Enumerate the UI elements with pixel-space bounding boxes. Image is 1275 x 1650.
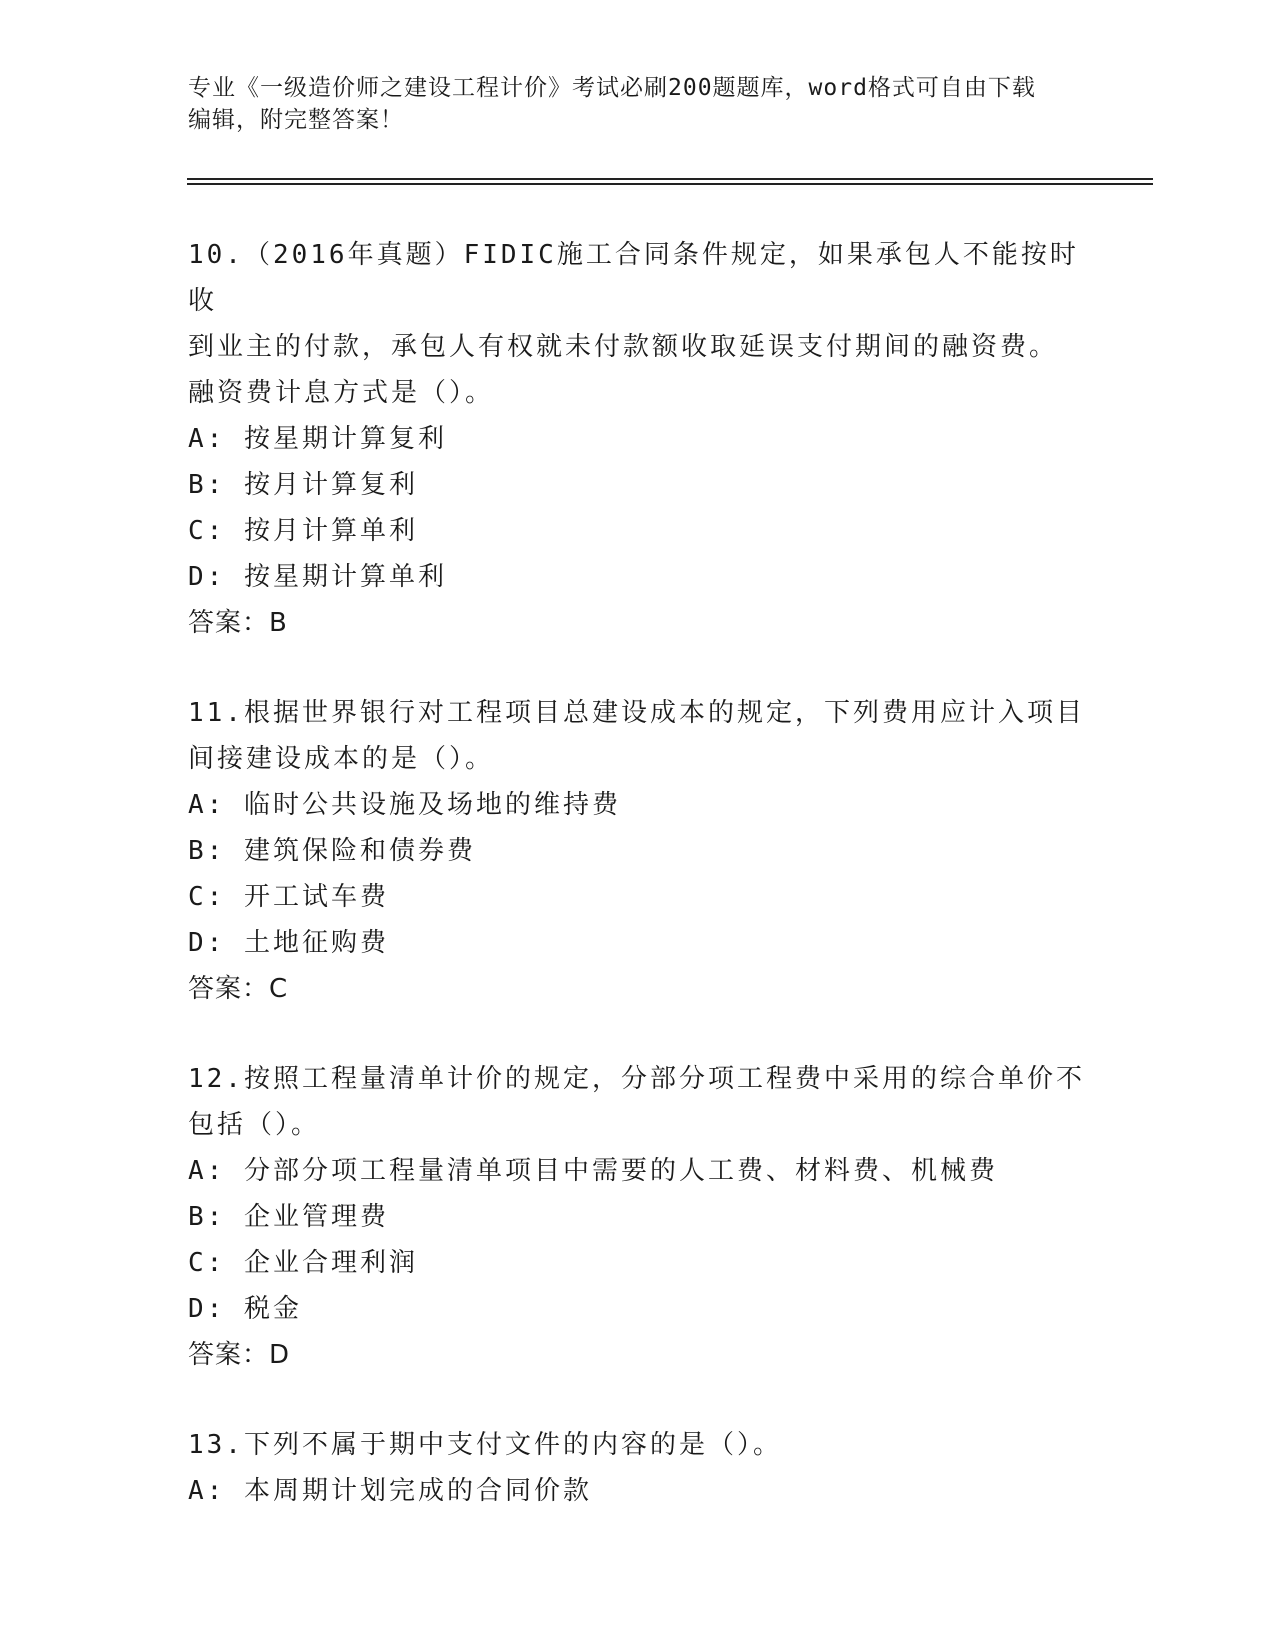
question-stem-line: 间接建设成本的是（）。: [188, 744, 495, 774]
question-stem-line: 包括（）。: [188, 1110, 321, 1140]
option-b: B: 建筑保险和债券费: [188, 836, 476, 866]
question-13: [188, 1422, 1088, 1514]
option-b: B: 企业管理费: [188, 1202, 389, 1232]
option-a: A: 临时公共设施及场地的维持费: [188, 790, 621, 820]
question-11: [188, 690, 1088, 1012]
answer: 答案：D: [188, 1340, 291, 1370]
option-c: C: 按月计算单利: [188, 516, 418, 546]
option-c: C: 开工试车费: [188, 882, 389, 912]
option-a: A: 按星期计算复利: [188, 424, 447, 454]
option-d: D: 税金: [188, 1294, 302, 1324]
option-b: B: 按月计算复利: [188, 470, 418, 500]
question-list: [188, 232, 1088, 1558]
header-divider-top: [187, 178, 1153, 180]
question-stem-line: 10.（2016年真题）FIDIC施工合同条件规定，如果承包人不能按时收: [188, 240, 1079, 316]
option-c: C: 企业合理利润: [188, 1248, 418, 1278]
header-line-1: 专业《一级造价师之建设工程计价》考试必刷200题题库，word格式可自由下载: [188, 75, 1036, 101]
option-d: D: 土地征购费: [188, 928, 389, 958]
answer: 答案：C: [188, 974, 289, 1004]
question-stem-line: 融资费计息方式是（）。: [188, 378, 495, 408]
option-a: A: 本周期计划完成的合同价款: [188, 1476, 592, 1506]
question-10: [188, 232, 1088, 646]
question-stem-line: 12.按照工程量清单计价的规定，分部分项工程费中采用的综合单价不: [188, 1064, 1085, 1094]
document-header: [188, 72, 1088, 136]
question-stem-line: 到业主的付款，承包人有权就未付款额收取延误支付期间的融资费。: [188, 332, 1059, 362]
question-stem-line: 11.根据世界银行对工程项目总建设成本的规定，下列费用应计入项目: [188, 698, 1085, 728]
option-a: A: 分部分项工程量清单项目中需要的人工费、材料费、机械费: [188, 1156, 998, 1186]
answer: 答案：B: [188, 608, 288, 638]
header-line-2: 编辑，附完整答案！: [188, 107, 404, 133]
header-divider-bottom: [187, 183, 1153, 185]
question-12: [188, 1056, 1088, 1378]
option-d: D: 按星期计算单利: [188, 562, 447, 592]
question-stem-line: 13.下列不属于期中支付文件的内容的是（）。: [188, 1430, 782, 1460]
